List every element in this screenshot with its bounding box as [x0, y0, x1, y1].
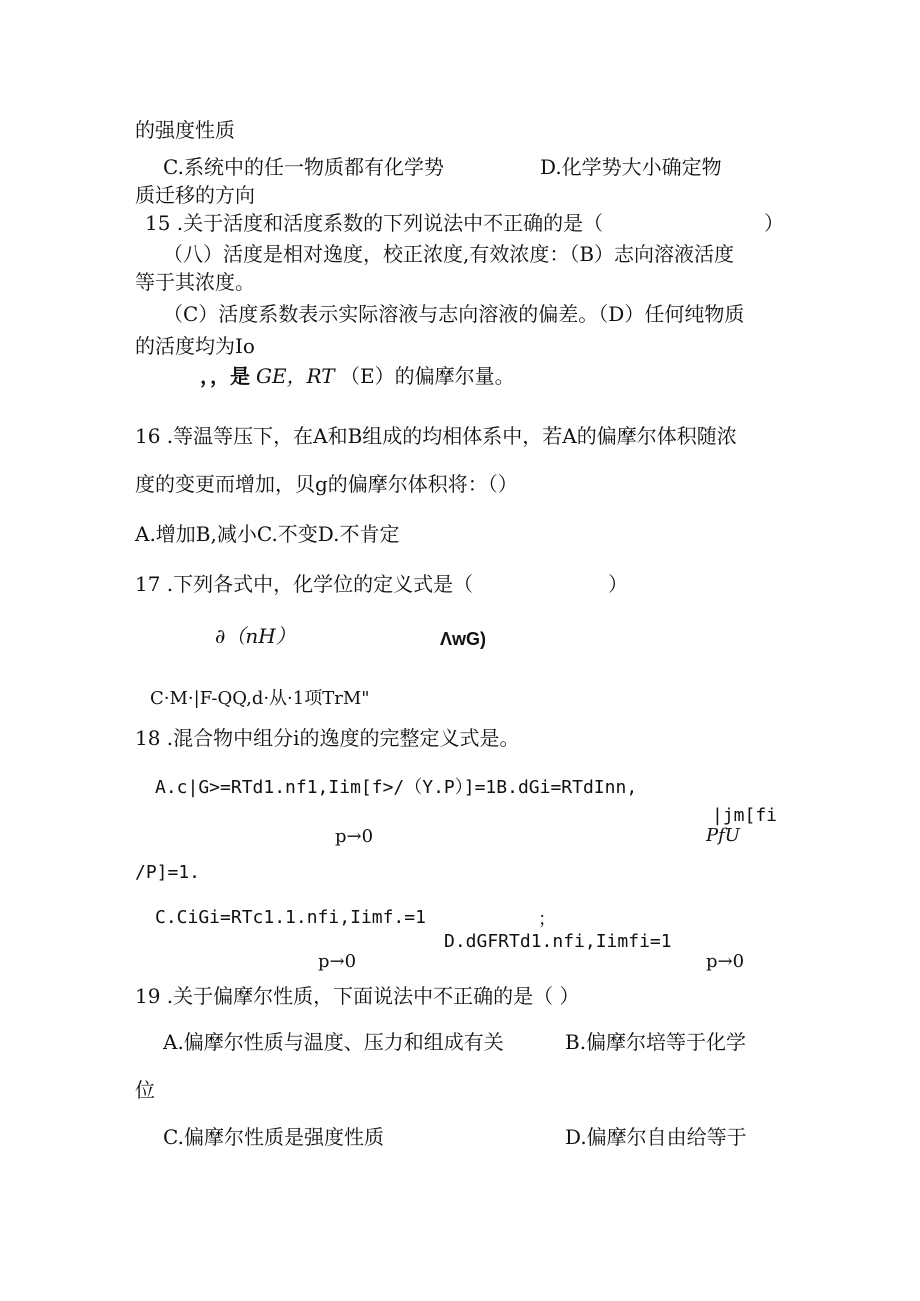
- question-15-paren: ）: [764, 211, 784, 235]
- formula-line: /P]=1.: [135, 862, 201, 883]
- text-line: 质迁移的方向: [135, 183, 255, 207]
- question-17-paren: ）: [608, 572, 628, 596]
- text-line: 度的变更而增加，贝g的偏摩尔体积将：（）: [135, 472, 518, 496]
- formula-fragment: ，，是: [200, 364, 250, 388]
- question-17: 17 .下列各式中，化学位的定义式是（: [135, 572, 474, 596]
- text-line: （E）的偏摩尔量。: [340, 364, 515, 388]
- formula-line: D.dGFRTd1.nfi,Iimfi=1: [444, 931, 672, 952]
- text-line: 的强度性质: [135, 118, 235, 142]
- option-d: D.偏摩尔自由给等于: [565, 1125, 747, 1149]
- answer-options: A.增加B,减小C.不变D.不肯定: [135, 522, 400, 546]
- text-line: 等于其浓度。: [135, 270, 255, 294]
- option-d: D.化学势大小确定物: [540, 155, 722, 179]
- limit-subscript: p→0: [335, 826, 374, 847]
- question-18: 18 .混合物中组分i的逸度的完整定义式是。: [135, 726, 520, 750]
- option-c: C.偏摩尔性质是强度性质: [163, 1125, 384, 1149]
- formula-fragment: ΛwG): [440, 629, 487, 649]
- text-line: （C）活度系数表示实际溶液与志向溶液的偏差。（D）任何纯物质: [163, 302, 745, 326]
- text-line: 位: [135, 1078, 155, 1102]
- formula-fragment: ∂（nH）: [215, 624, 296, 648]
- formula-fragment: C·M·|F-QQ,d·从·1项TrM": [150, 688, 370, 709]
- formula-fragment: |jm[fi: [712, 805, 778, 826]
- option-b: B.偏摩尔培等于化学: [565, 1030, 747, 1054]
- question-16: 16 .等温等压下，在A和B组成的均相体系中，若A的偏摩尔体积随浓: [135, 424, 737, 448]
- formula-fragment: ；: [538, 909, 556, 930]
- text-line: （八）活度是相对逸度，校正浓度,有效浓度：（B）志向溶液活度: [163, 242, 735, 266]
- formula-fragment: GE，RT: [256, 364, 335, 388]
- limit-subscript: p→0: [706, 951, 745, 972]
- option-c: C.系统中的任一物质都有化学势: [163, 155, 444, 179]
- option-a: A.偏摩尔性质与温度、压力和组成有关: [163, 1030, 504, 1054]
- formula-fragment: PfU: [706, 825, 740, 846]
- question-15: 15 .关于活度和活度系数的下列说法中不正确的是（: [145, 211, 604, 235]
- limit-subscript: p→0: [318, 951, 357, 972]
- formula-line: A.c|G>=RTd1.nf1,Iim[f>/（Y.P）]=1B.dGi=RTdInn,: [155, 777, 638, 798]
- question-19: 19 .关于偏摩尔性质，下面说法中不正确的是（ ）: [135, 984, 580, 1008]
- formula-line: C.CiGi=RTc1.1.nfi,Iimf.=1: [155, 907, 426, 928]
- text-line: 的活度均为Io: [135, 334, 255, 358]
